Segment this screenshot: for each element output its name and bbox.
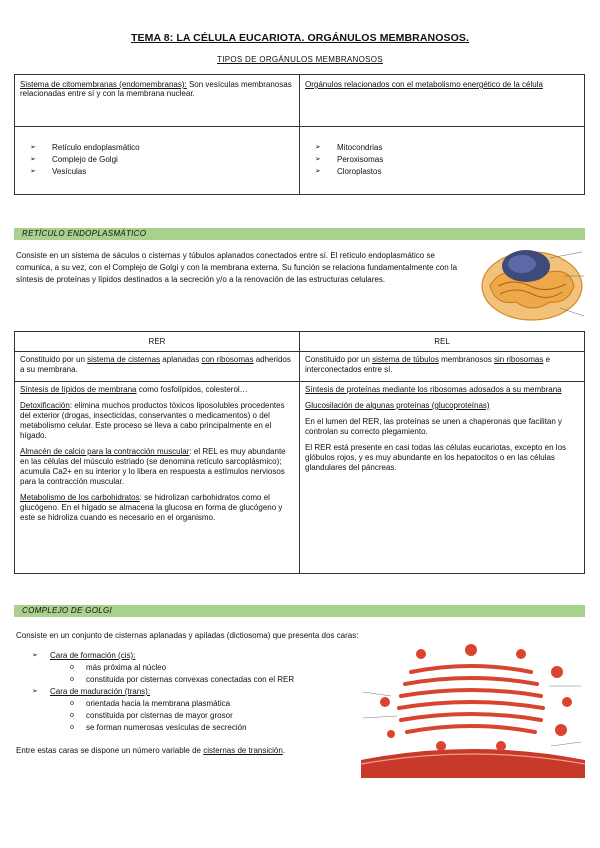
endomembrane-description: Son vesículas membranosas relacionadas entre sí y con la membrana nuclear. <box>20 80 292 98</box>
list-item: ➢ Vesículas <box>20 166 294 178</box>
list-item: ➢ Retículo endoplasmático <box>20 142 294 154</box>
rer-functions-cell <box>300 382 585 574</box>
list-item: o más próxima al núcleo <box>32 662 294 674</box>
golgi-apparatus-illustration <box>361 642 585 778</box>
endomembrane-list-cell <box>15 127 300 195</box>
golgi-section-heading: COMPLEJO DE GOLGI <box>14 605 585 617</box>
cisterna-shape <box>401 690 541 696</box>
er-paragraph: Consiste en un sistema de sáculos o cisternas y túbulos aplanados conectados entre sí. El retículo endoplasmático se comunica, a su vez, con el Complejo de Golgi y con la membrana externa. Su función se relaciona fundamentalmente con la síntesis de proteínas y lípidos destinados a la secreción y/o a la renovación de las estructuras celulares. <box>16 251 458 284</box>
rer-definition-text: aplanadas <box>160 355 202 364</box>
list-item: o se forman numerosas vesículas de secreción <box>32 722 294 734</box>
list-item <box>32 650 294 662</box>
organelle-types-table <box>14 74 585 195</box>
rel-definition-text: Constituido por un <box>305 355 373 364</box>
vesicle-shape <box>416 649 426 659</box>
energy-list <box>305 142 579 178</box>
energy-header-cell <box>300 75 585 127</box>
page-subtitle: TIPOS DE ORGÁNULOS MEMBRANOSOS <box>217 55 383 64</box>
vesicle-shape <box>387 730 395 738</box>
endomembrane-heading: Sistema de citomembranas (endomembranas): <box>20 80 187 89</box>
cisterna-shape <box>399 702 543 708</box>
cisterna-shape <box>411 666 531 672</box>
label-pointer-line <box>363 692 391 696</box>
function-text: : el REL es muy abundante en las células del músculo estriado (se denomina retículo sarcoplásmico); acumula Ca2+ en su interior y lo libera en respuesta a estímulos nerviosos para la contracción muscular. <box>20 447 286 486</box>
rel-definition-text: membranosos <box>438 355 494 364</box>
rel-definition-cell <box>300 352 585 382</box>
rel-definition-text: e interconectados entre sí. <box>305 355 551 374</box>
function-item <box>20 447 294 487</box>
function-item <box>20 401 294 441</box>
rer-definition-term: con ribosomas <box>201 355 254 364</box>
function-term: Glucosilación de algunas proteínas (glucoproteínas) <box>305 401 490 410</box>
golgi-faces-list <box>32 650 294 734</box>
function-text: : elimina muchos productos tóxicos liposolubles procedentes del exterior (drogas, insecticidas, conservantes o medicamentos) o del metabolismo celular. Este proceso se lleva a cabo principalmente en el hígado. <box>20 401 285 440</box>
closing-term: cisternas de transición <box>203 746 283 755</box>
list-item: ➢ Peroxisomas <box>305 154 579 166</box>
vesicle-shape <box>496 741 506 751</box>
cisterna-shape <box>401 714 541 720</box>
list-item <box>32 686 294 698</box>
function-text: : se hidrolizan carbohidratos como el glucógeno. En el hígado se almacena la glucosa en forma de glucógeno y este se hidroliza cuando es necesario en el organismo. <box>20 493 283 522</box>
vesicle-shape <box>551 666 563 678</box>
page-title: TEMA 8: LA CÉLULA EUCARIOTA. ORGÁNULOS MEMBRANOSOS. <box>131 32 469 44</box>
function-term: Metabolismo de los carbohidratos <box>20 493 140 502</box>
function-item <box>20 385 294 395</box>
function-text: En el lumen del RER, las proteínas se unen a chaperonas que facilitan y controlan su correcto plegamiento. <box>305 417 563 436</box>
endoplasmic-reticulum-illustration <box>470 246 588 328</box>
vesicle-shape <box>465 644 477 656</box>
rel-definition-term: sin ribosomas <box>494 355 544 364</box>
function-term: Detoxificación <box>20 401 70 410</box>
golgi-intro: Consiste en un conjunto de cisternas aplanadas y apiladas (dictiosoma) que presenta dos caras: <box>16 631 359 640</box>
energy-heading: Orgánulos relacionados con el metabolismo energético de la célula <box>305 80 543 89</box>
er-membrane-shape <box>361 749 585 778</box>
rel-column-header: REL <box>300 332 585 352</box>
vesicle-shape <box>562 697 572 707</box>
rer-definition-text: Constituido por un <box>20 355 88 364</box>
rer-definition-text: adheridos a su membrana. <box>20 355 291 374</box>
function-text: como fosfolípidos, colesterol… <box>136 385 248 394</box>
function-text: El RER está presente en casi todas las células eucariotas, excepto en los glóbulos rojos, y es muy abundante en los hepatocitos o en las células glandulares del páncreas. <box>305 443 567 472</box>
function-item <box>305 443 579 473</box>
function-term: Síntesis de lípidos de membrana <box>20 385 137 394</box>
face-heading: Cara de formación (cis): <box>50 651 136 660</box>
energy-list-cell <box>300 127 585 195</box>
vesicle-shape <box>555 724 567 736</box>
function-item <box>305 385 579 395</box>
face-heading: Cara de maduración (trans): <box>50 687 151 696</box>
list-item: o constituida por cisternas convexas conectadas con el RER <box>32 674 294 686</box>
function-item <box>305 401 579 411</box>
list-item: o orientada hacia la membrana plasmática <box>32 698 294 710</box>
endomembrane-header-cell <box>15 75 300 127</box>
endomembrane-list <box>20 142 294 178</box>
rer-column-header: RER <box>15 332 300 352</box>
rel-functions-cell <box>15 382 300 574</box>
list-item: ➢ Mitocondrias <box>305 142 579 154</box>
rel-definition-term: sistema de túbulos <box>372 355 439 364</box>
list-item: ➢ Complejo de Golgi <box>20 154 294 166</box>
rer-definition-term: sistema de cisternas <box>87 355 161 364</box>
closing-text: . <box>282 746 286 755</box>
cisterna-shape <box>405 678 537 684</box>
nucleus-highlight <box>508 255 536 273</box>
function-term: Síntesis de proteínas mediante los ribosomas adosados a su membrana <box>305 385 562 394</box>
function-term: Almacén de calcio para la contracción muscular <box>20 447 190 456</box>
cisterna-shape <box>407 726 535 732</box>
label-pointer-line <box>551 742 581 746</box>
vesicle-shape <box>436 741 446 751</box>
rer-rel-table <box>14 331 585 574</box>
golgi-closing <box>16 745 356 757</box>
rer-definition-cell <box>15 352 300 382</box>
vesicle-shape <box>380 697 390 707</box>
list-item: o constituida por cisternas de mayor grosor <box>32 710 294 722</box>
er-section-heading: RETÍCULO ENDOPLASMÁTICO <box>14 228 585 240</box>
closing-text: Entre estas caras se dispone un número variable de <box>16 746 204 755</box>
vesicle-shape <box>516 649 526 659</box>
label-pointer-line <box>363 716 397 718</box>
function-item <box>305 417 579 437</box>
list-item: ➢ Cloroplastos <box>305 166 579 178</box>
function-item <box>20 493 294 523</box>
